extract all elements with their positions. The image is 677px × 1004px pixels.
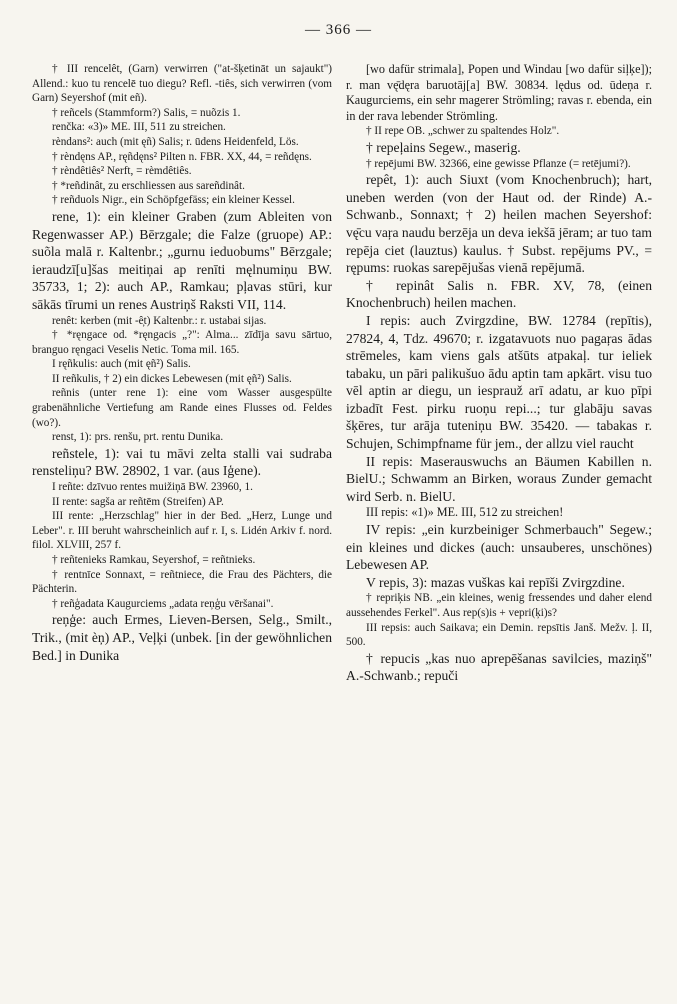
dictionary-entry: V repis, 3): mazas vuškas kai repīši Zvirgzdine. — [366, 574, 625, 590]
dictionary-entry: renst, 1): prs. renšu, prt. rentu Dunika. — [52, 431, 224, 444]
dictionary-entry: I repis: auch Zvirgzdine, BW. 12784 (repītis), 27824, 4, Tdz. 49670; r. izgatavuots nuo pagaŗas ādas strēmeles, kam viens gals atšūts atpakaļ. tur ieliek tabaku, un pāri palikušuo ādu aptin tam apkārt. visu tuo vēl aptin ar diegu, un iesprauž arī adatu, ar kuo pīpi izbadīt Fest. pirku ruoņu repi...; tur glabāju savas šķēres, tur arāja tuteniņu BW. 35420. — tabakas r. Schujen, Schimpfname für jem., der allzu viel raucht — [346, 312, 652, 452]
dictionary-entry: renêt: kerben (mit -ê̦t) Kaltenbr.: r. ustabai sijas. — [52, 314, 267, 327]
dictionary-entry: II rente: sagša ar reñtēm (Streifen) AP. — [52, 495, 224, 508]
dictionary-entry: † repinât Salis n. FBR. XV, 78, (einen Knochenbruch) heilen machen. — [346, 277, 652, 311]
dictionary-entry: reñnis (unter rene 1): eine vom Wasser ausgespülte grabenähnliche Vertiefung am Rande eines Flusses od. Feldes (wo?). — [32, 387, 332, 429]
dictionary-entry: † rèndęns AP., ręñdęns² Pilten n. FBR. XX, 44, = reñdęns. — [52, 150, 312, 163]
dictionary-entry: II repis: Maserauswuchs an Bäumen Kabillen n. BielU.; Schwamm an Birken, woraus Zunder gemacht wird Serb. n. BielU. — [346, 453, 652, 504]
dictionary-entry: IV repis: „ein kurzbeiniger Schmerbauch" Segew.; ein kleines und dickes (auch: unsauberes, unschönes) Lebewesen AP. — [346, 522, 652, 573]
dictionary-entry: reņģe: auch Ermes, Lieven-Bersen, Selg., Smilt., Trik., (mit èņ) AP., Veļķi (unbek. [in der gewöhnlichen Bed.] in Dunika — [32, 612, 332, 663]
dictionary-entry: † repējumi BW. 32366, eine gewisse Pflanze (= retējumi?). — [366, 157, 631, 170]
dictionary-entry: † reñtenieks Ramkau, Seyershof, = reñtnieks. — [52, 554, 256, 566]
dictionary-entry: † repriķis NB. „ein kleines, wenig fressendes und daher elend aussehendes Ferkel". Aus rep(s)is + vepri(ķi)s? — [346, 592, 652, 619]
dictionary-entry: renčka: «3)» ME. III, 511 zu streichen. — [52, 121, 226, 134]
dictionary-entry: III repsis: auch Saikava; ein Demin. repsītis Janš. Mežv. ļ. II, 500. — [346, 621, 652, 649]
dictionary-entry: rèndans²: auch (mit ęñ) Salis; r. ūdens Heidenfeld, Lös. — [52, 135, 299, 148]
dictionary-entry: reñstele, 1): vai tu māvi zelta stalli vai sudraba rensteliņu? BW. 28902, 1 var. (aus Iģene). — [32, 445, 332, 479]
dictionary-entry: II reñkulis, † 2) ein dickes Lebewesen (mit ęñ²) Salis. — [52, 372, 292, 385]
dictionary-entry: † reñcels (Stammform?) Salis, = nuõzis 1. — [52, 106, 241, 119]
dictionary-entry: † rentnīce Sonnaxt, = reñtniece, die Frau des Pächters, die Pächterin. — [32, 568, 332, 596]
right-column — [346, 62, 652, 685]
dictionary-entry: repêt, 1): auch Siuxt (vom Knochenbruch); hart, uneben werden (von der Haut od. der Rinde) A.-Schwanb., Sonnaxt; † 2) heilen machen Seyershof: vę̄cu vaŗa naudu berzēja un deva iekšā jēram; ar tuo tam repēja ciet (lauztus) kaulus. † Subst. repējums PV., = rępums: ruokas sarepējušas vienā repējumā. — [346, 172, 652, 276]
dictionary-entry: III rente: „Herzschlag" hier in der Bed. „Herz, Lunge und Leber". r. III beruht wahrscheinlich auf r. I, s. Lidén Arkiv f. nord. filol. XLVIII, 257 f. — [32, 510, 332, 552]
dictionary-entry: † reñduols Nigr., ein Schöpfgefäss; ein kleiner Kessel. — [52, 194, 295, 207]
dictionary-entry: rene, 1): ein kleiner Graben (zum Ableiten von Regenwasser AP.) Bērzgale; die Falze (gruope) AP.: suõla malā r. Kaltenbr.; „gurnu ieduobums" Bērzgale; ieraudzī[u]šas meitiņai ap renīti męlnumiņu BW. 35733, 1; 2): auch AP., Ramkau; pļavas stūri, kur sākās tīrumi un renes Austriņš Raksti VII, 114. — [32, 208, 332, 312]
dictionary-entry: I ręñkulis: auch (mit ęñ²) Salis. — [52, 358, 191, 371]
dictionary-entry: † III rencelêt, (Garn) verwirren ("at-šķetināt un sajaukt") Allend.: kuo tu rencelē tuo diegu? Refl. -tiês, sich verwirren (vom Garn) Seyershof (mit eñ). — [32, 63, 332, 105]
dictionary-entry: † reñģadata Kaugurciems „adata reņģu vēršanai". — [52, 597, 274, 610]
dictionary-entry: † *reñdinât, zu erschliessen aus sareñdinât. — [52, 179, 245, 192]
dictionary-entry: † II repe OB. „schwer zu spaltendes Holz". — [366, 125, 560, 138]
dictionary-entry: † repucis „kas nuo aprepēšanas savilcies, maziņš" A.-Schwanb.; repuči — [346, 650, 652, 684]
dictionary-entry: † rèndêtiês² Nerft, = rèmdêtiês. — [52, 165, 192, 178]
dictionary-entry: III repis: «1)» ME. III, 512 zu streichen! — [366, 505, 564, 520]
dictionary-entry: I reñte: dzīvuo rentes muižiņā BW. 23960, 1. — [52, 481, 253, 494]
dictionary-entry: † repeļains Segew., maserig. — [366, 139, 521, 155]
dictionary-entry: † *ręngace od. *ręngacis „?": Alma... zīdīja savu sārtuo, branguo ręngaci Veselis Netic. Toma mil. 165. — [32, 329, 332, 356]
left-column — [32, 62, 332, 664]
page-number: — 366 — — [305, 22, 372, 38]
dictionary-entry: [wo dafür strimala], Popen und Windau [wo dafür siļķe]); r. man vę̄dęra baruotāj[a] BW. 30834. lędus od. ūdeņa r. Kaugurciems, ein sehr magerer Strömling; ravas r. ebenda, ein in der rava lebender Strömling. — [346, 62, 652, 123]
